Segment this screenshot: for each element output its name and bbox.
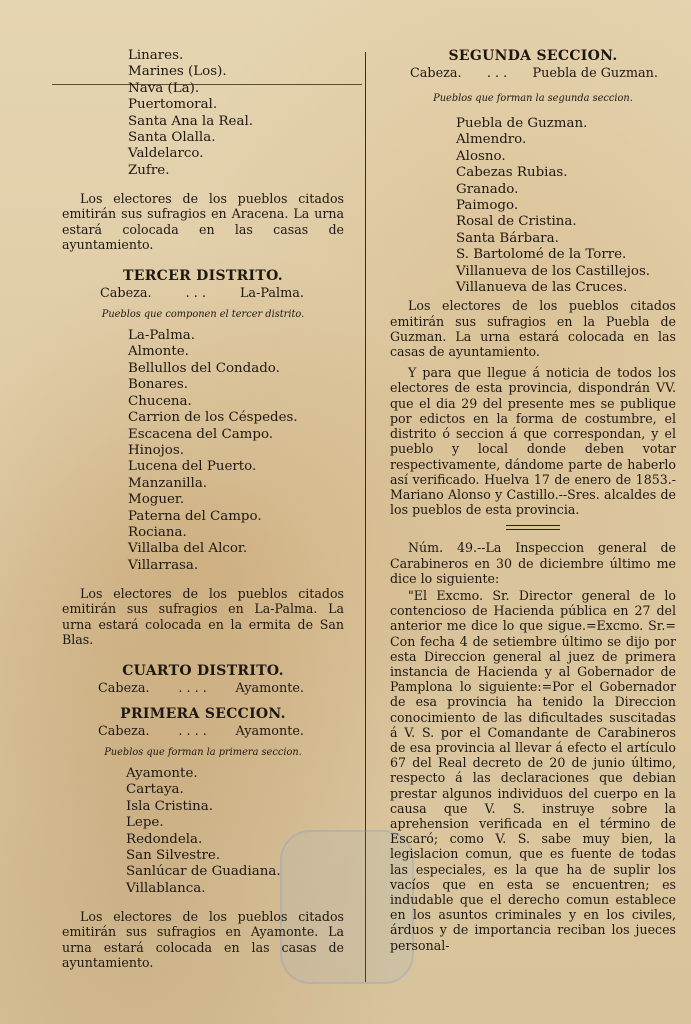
town-list-segunda	[456, 116, 676, 296]
paragraph-la-palma: Los electores de los pueblos citados emitirán sus sufragios en La-Palma. La urna estará colocada en la ermita de San Blas.	[62, 586, 344, 647]
list-item: Escacena del Campo.	[128, 426, 274, 442]
list-item: Zufre.	[128, 162, 170, 178]
subtitle-primera: Pueblos que forman la primera seccion.	[104, 746, 302, 758]
list-item: Isla Cristina.	[126, 798, 214, 814]
list-item: Santa Ana la Real.	[128, 113, 253, 129]
list-item: Almonte.	[128, 344, 189, 360]
list-item: Lucena del Puerto.	[128, 459, 257, 475]
left-column	[62, 48, 344, 970]
cabeza-value: Ayamonte.	[235, 680, 304, 696]
cabeza-dots: . . . .	[178, 680, 207, 696]
list-item: San Silvestre.	[126, 848, 221, 863]
heading-cuarto-distrito: CUARTO DISTRITO.	[122, 662, 284, 679]
list-item: Paimogo.	[456, 198, 519, 214]
list-item: Granado.	[456, 181, 519, 197]
section-divider	[506, 525, 560, 530]
list-item: Ayamonte.	[126, 765, 198, 781]
list-item: Villanueva de los Castillejos.	[456, 263, 651, 279]
heading-tercer-distrito: TERCER DISTRITO.	[123, 268, 283, 285]
list-item: Villarrasa.	[128, 557, 199, 573]
list-item: Manzanilla.	[128, 475, 208, 491]
cabeza-line	[62, 724, 344, 739]
list-item: La-Palma.	[128, 328, 196, 344]
cabeza-label: Cabeza.	[100, 286, 152, 302]
right-column	[390, 48, 676, 953]
town-list-primera	[126, 766, 344, 897]
list-item: Puebla de Guzman.	[456, 116, 588, 131]
list-item: Carrion de los Céspedes.	[128, 410, 298, 426]
list-item: Nava (La).	[128, 80, 200, 96]
paragraph-aracena: Los electores de los pueblos citados emitirán sus sufragios en Aracena. La urna estará colocada en las casas de ayuntamiento.	[62, 191, 344, 252]
list-item: Hinojos.	[128, 442, 184, 458]
town-list-second-district-end	[128, 48, 344, 179]
cabeza-value: La-Palma.	[239, 286, 304, 302]
list-item: Bellullos del Condado.	[128, 360, 280, 376]
list-item: Villablanca.	[126, 880, 206, 896]
cabeza-label: Cabeza.	[98, 680, 150, 696]
cabeza-value: Ayamonte.	[235, 723, 304, 739]
list-item: Santa Olalla.	[128, 130, 216, 146]
paragraph-ayamonte: Los electores de los pueblos citados emitirán sus sufragios en Ayamonte. La urna estará colocada en las casas de ayuntamiento.	[62, 909, 344, 970]
cabeza-line	[390, 66, 676, 81]
list-item: Valdelarco.	[128, 146, 204, 162]
list-item: Rociana.	[128, 524, 187, 540]
list-item: Redondela.	[126, 831, 203, 847]
list-item: Santa Bárbara.	[456, 230, 559, 246]
heading-primera-seccion: PRIMERA SECCION.	[120, 705, 286, 722]
list-item: Puertomoral.	[128, 97, 218, 113]
paragraph-num-49: Núm. 49.--La Inspeccion general de Carabineros en 30 de diciembre último me dice lo siguiente:	[390, 540, 676, 586]
cabeza-dots: . . .	[486, 66, 508, 81]
list-item: Rosal de Cristina.	[456, 214, 577, 230]
list-item: Villanueva de las Cruces.	[456, 280, 628, 296]
list-item: Paterna del Campo.	[128, 508, 262, 524]
cabeza-line	[62, 286, 344, 301]
list-item: Chucena.	[128, 393, 192, 409]
paragraph-excmo: "El Excmo. Sr. Director general de lo contencioso de Hacienda pública en 27 del anterior me dice lo que sigue.=Excmo. Sr.= Con fecha 4 de setiembre último se dijo por esta Direccion general al juez de primera instancia de Hacienda y al Gobernador de Pamplona lo siguiente:=Por el Gobernador de esa provincia ha tenido la Direccion conocimiento de las dificultades suscitadas á V. S. por el Comandante de Carabineros de esa provincia al llevar á efecto el artículo 67 del Real decreto de 20 de junio último, respecto á las declaraciones que debian prestar algunos individuos del cuerpo en la causa que V. S. instruye sobre la aprehension verificada en el término de Escaró; como V. S. sabe muy bien, la legislacion comun, que es fuente de todas las especiales, es la que ha de suplir los vacíos que en esta se encuentren; es indudable que el derecho comun establece en los asuntos criminales y en los civiles, árduos y de importancia reciban los jueces personal-	[390, 587, 676, 953]
subtitle-tercer: Pueblos que componen el tercer distrito.	[101, 309, 305, 321]
list-item: Linares.	[128, 48, 184, 63]
list-item: Bonares.	[128, 377, 188, 393]
list-item: Cartaya.	[126, 782, 184, 798]
subtitle-segunda: Pueblos que forman la segunda seccion.	[433, 93, 633, 104]
town-list-tercer	[128, 328, 344, 574]
cabeza-value: Puebla de Guzman.	[532, 66, 658, 81]
list-item: Sanlúcar de Guadiana.	[126, 864, 281, 880]
paragraph-puebla-guzman: Los electores de los pueblos citados emitirán sus sufragios en la Puebla de Guzman. La urna estará colocada en las casas de ayuntamiento.	[390, 298, 676, 360]
list-item: Cabezas Rubias.	[456, 165, 568, 181]
heading-segunda-seccion: SEGUNDA SECCION.	[448, 48, 618, 64]
list-item: Almendro.	[456, 132, 527, 148]
paragraph-edictos: Y para que llegue á noticia de todos los electores de esta provincia, dispondrán VV. que el dia 29 del presente mes se publique por edictos en la forma de costumbre, el distrito ó seccion á que correspondan, y el pueblo y local donde deben votar respectivamente, dándome parte de haberlo así verificado. Huelva 17 de enero de 1853.- Mariano Alonso y Castillo.--Sres. alcaldes de los pueblos de esta provincia.	[390, 365, 676, 518]
list-item: Villalba del Alcor.	[128, 541, 248, 557]
list-item: S. Bartolomé de la Torre.	[456, 247, 627, 263]
cabeza-label: Cabeza.	[410, 66, 462, 81]
list-item: Alosno.	[456, 148, 506, 164]
cabeza-label: Cabeza.	[98, 723, 150, 739]
cabeza-line	[62, 681, 344, 696]
list-item: Marines (Los).	[128, 64, 227, 80]
cabeza-dots: . . .	[185, 286, 206, 302]
cabeza-dots: . . . .	[178, 723, 207, 739]
list-item: Moguer.	[128, 492, 185, 508]
list-item: Lepe.	[126, 815, 164, 831]
